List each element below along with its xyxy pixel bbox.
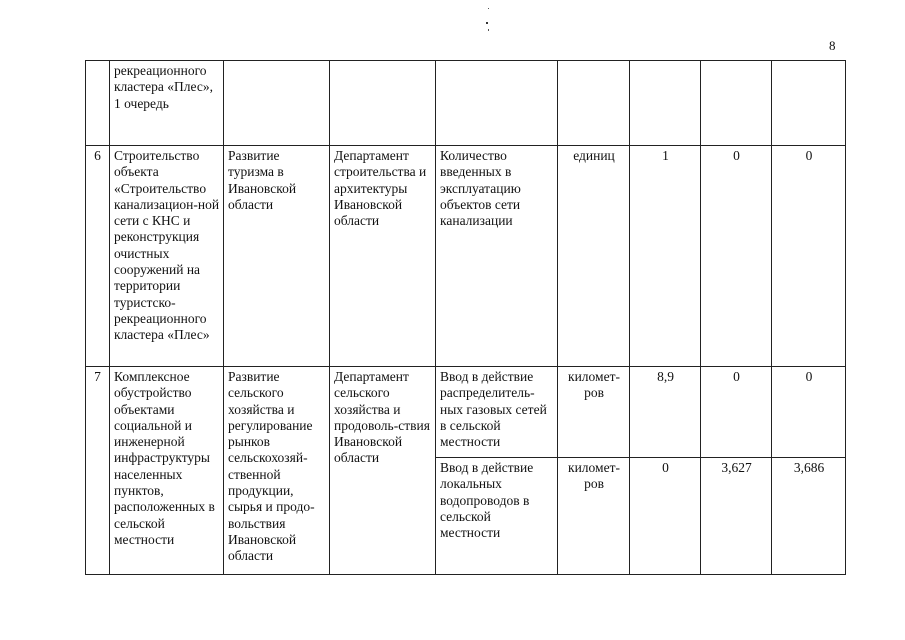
department-cell (330, 61, 436, 146)
value-cell (772, 61, 846, 146)
page-number: 8 (829, 38, 836, 53)
indicator-cell: Ввод в действие локальных водопроводов в сельской местности (436, 458, 558, 575)
indicator-cell: Количество введенных в эксплуатацию объектов сети канализации (436, 146, 558, 367)
table-row (86, 367, 846, 458)
department-cell: Департамент строительства и архитектуры Ивановской области (330, 146, 436, 367)
value-cell: 8,9 (630, 367, 701, 458)
value-cell: 0 (701, 146, 772, 367)
unit-cell: километ-ров (558, 458, 630, 575)
table-row (86, 61, 846, 146)
scan-speck (488, 29, 489, 31)
value-cell: 3,627 (701, 458, 772, 575)
program-cell (224, 61, 330, 146)
object-cell: Комплексное обустройство объектами социальной и инженерной инфраструктуры населенных пунктов, расположенных в сельской местности (110, 367, 224, 575)
object-cell: рекреационного кластера «Плес», 1 очередь (110, 61, 224, 146)
value-cell: 1 (630, 146, 701, 367)
table-row (86, 146, 846, 367)
row-number: 7 (86, 367, 110, 575)
unit-cell: километ-ров (558, 367, 630, 458)
value-cell (630, 61, 701, 146)
program-cell: Развитие туризма в Ивановской области (224, 146, 330, 367)
object-cell: Строительство объекта «Строительство канализацион-ной сети с КНС и реконструкция очистных сооружений на территории туристско-рекреационного кластера «Плес» (110, 146, 224, 367)
value-cell: 0 (772, 367, 846, 458)
scan-speck (486, 22, 488, 24)
indicator-cell: Ввод в действие распределитель-ных газовых сетей в сельской местности (436, 367, 558, 458)
indicator-cell (436, 61, 558, 146)
value-cell: 0 (630, 458, 701, 575)
value-cell: 3,686 (772, 458, 846, 575)
unit-cell (558, 61, 630, 146)
value-cell: 0 (772, 146, 846, 367)
program-cell: Развитие сельского хозяйства и регулирование рынков сельскохозяй-ственной продукции, сырья и продо-вольствия Ивановской области (224, 367, 330, 575)
value-cell: 0 (701, 367, 772, 458)
scan-speck (488, 8, 489, 9)
unit-cell: единиц (558, 146, 630, 367)
department-cell: Департамент сельского хозяйства и продоволь-ствия Ивановской области (330, 367, 436, 575)
value-cell (701, 61, 772, 146)
row-number: 6 (86, 146, 110, 367)
indicators-table (85, 60, 846, 575)
row-number (86, 61, 110, 146)
